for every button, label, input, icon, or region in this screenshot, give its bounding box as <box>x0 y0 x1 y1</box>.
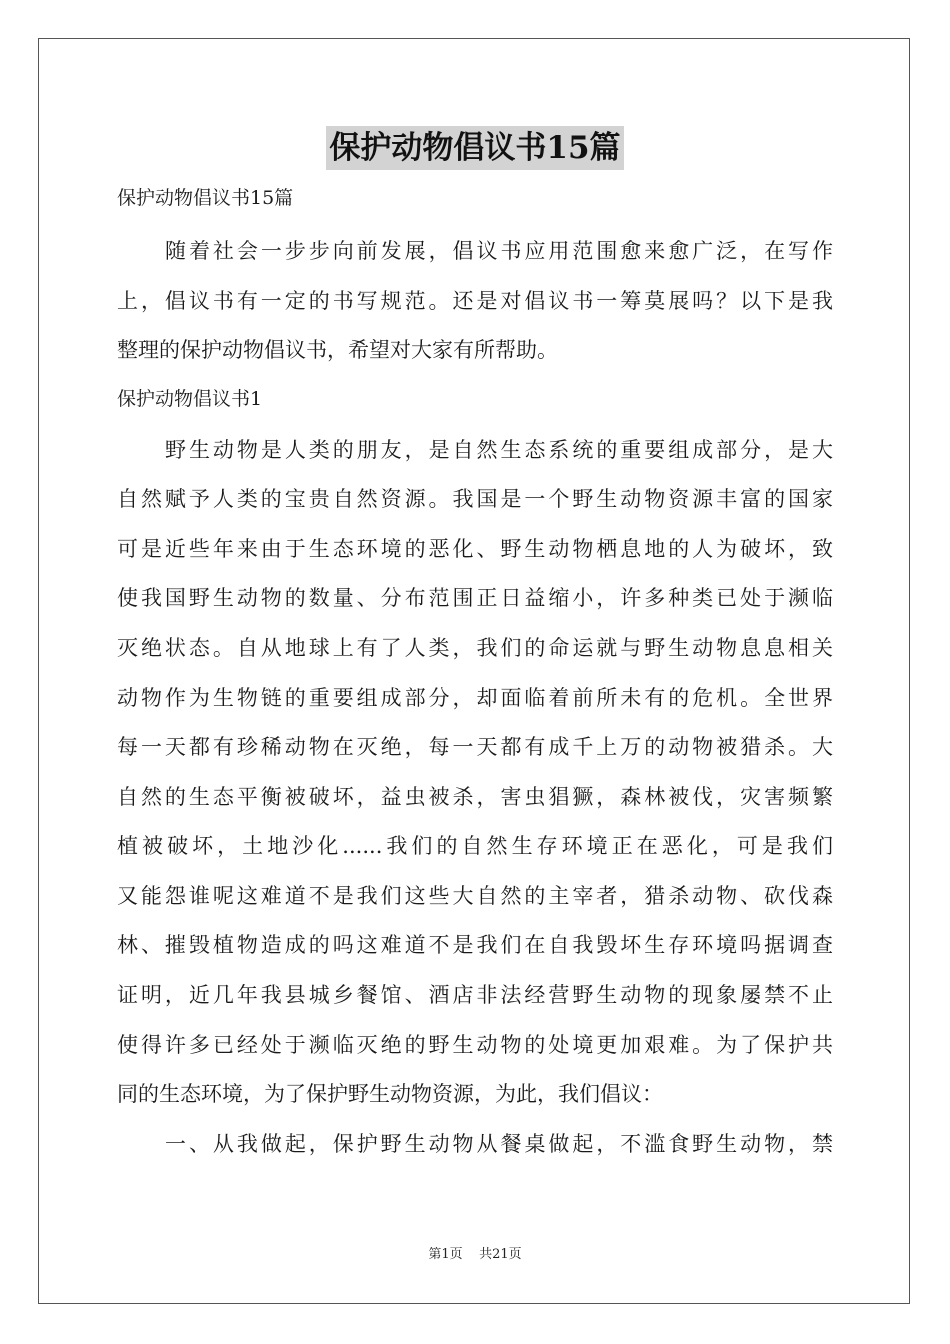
body-line-5: 灭绝状态。自从地球上有了人类，我们的命运就与野生动物息息相关 <box>117 636 833 660</box>
page-border <box>38 38 910 1304</box>
body-line-9: 植被破坏，土地沙化......我们的自然生存环境正在恶化，可是我们 <box>117 834 833 858</box>
page-title: 保护动物倡议书15篇 <box>326 126 623 170</box>
intro-line-1: 随着社会一步步向前发展，倡议书应用范围愈来愈广泛，在写作 <box>165 239 833 263</box>
intro-line-2: 上，倡议书有一定的书写规范。还是对倡议书一筹莫展吗？以下是我 <box>117 289 833 313</box>
page-footer <box>0 1246 950 1264</box>
body-line-4: 使我国野生动物的数量、分布范围正日益缩小，许多种类已处于濒临 <box>117 586 833 610</box>
body-line-6: 动物作为生物链的重要组成部分，却面临着前所未有的危机。全世界 <box>117 686 833 710</box>
body-line-3: 可是近些年来由于生态环境的恶化、野生动物栖息地的人为破坏，致 <box>117 537 833 561</box>
body-line-1: 野生动物是人类的朋友，是自然生态系统的重要组成部分，是大 <box>165 438 833 462</box>
body-line-7: 每一天都有珍稀动物在灭绝，每一天都有成千上万的动物被猎杀。大 <box>117 735 833 759</box>
body-line-8: 自然的生态平衡被破坏，益虫被杀，害虫猖獗，森林被伐，灾害频繁 <box>117 785 833 809</box>
section-heading: 保护动物倡议书1 <box>117 388 263 410</box>
document-subtitle: 保护动物倡议书15篇 <box>117 187 294 209</box>
body-line-10: 又能怨谁呢这难道不是我们这些大自然的主宰者，猎杀动物、砍伐森 <box>117 884 833 908</box>
page-number: 第1页 <box>428 1247 463 1262</box>
body-line-14: 同的生态环境，为了保护野生动物资源，为此，我们倡议： <box>117 1082 663 1106</box>
body-line-11: 林、摧毁植物造成的吗这难道不是我们在自我毁坏生存环境吗据调查 <box>117 933 833 957</box>
body-line-12: 证明，近几年我县城乡餐馆、酒店非法经营野生动物的现象屡禁不止 <box>117 983 833 1007</box>
title-container <box>0 126 950 170</box>
body-line-2: 自然赋予人类的宝贵自然资源。我国是一个野生动物资源丰富的国家 <box>117 487 833 511</box>
page-total: 共21页 <box>479 1247 522 1262</box>
body-line-13: 使得许多已经处于濒临灭绝的野生动物的处境更加艰难。为了保护共 <box>117 1033 833 1057</box>
proposal-line-1: 一、从我做起，保护野生动物从餐桌做起，不滥食野生动物，禁 <box>165 1132 833 1156</box>
intro-line-3: 整理的保护动物倡议书，希望对大家有所帮助。 <box>117 338 558 362</box>
